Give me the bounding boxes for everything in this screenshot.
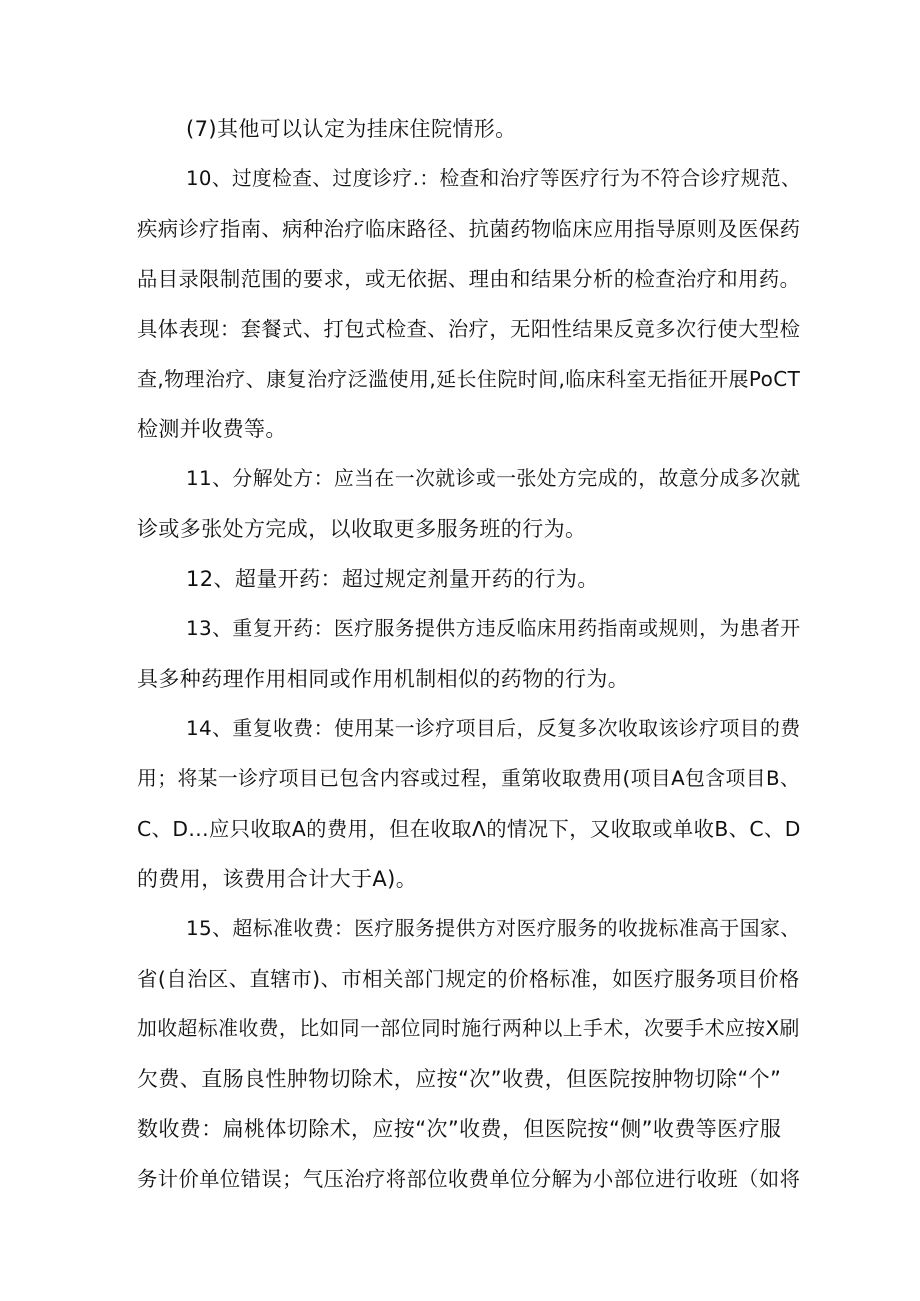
text-line: 具体表现：套餐式、打包式检查、治疗，无阳性结果反竟多次行使大型检 <box>137 317 801 341</box>
text-line: C、D...应只收取A的费用，但在收取Λ的情况下，又收取或单收B、C、D <box>137 817 801 841</box>
text-line: 品目录限制范围的要求，或无依据、理由和结果分析的检查治疗和用药。 <box>137 267 801 291</box>
text-line: 具多种药理作用相同或作用机制相似的药物的行为。 <box>137 667 630 691</box>
text-line: 检测并收费等。 <box>137 417 287 441</box>
text-line: 14、重复收费：使用某一诊疗项目后，反复多次收取该诊疗项目的费 <box>186 717 801 740</box>
text-line: 10、过度检查、过度诊疗.：检查和治疗等医疗行为不符合诊疗规范、 <box>186 167 802 190</box>
text-line: 务计价单位错误；气压治疗将部位收费单位分解为小部位进行收班（如将 <box>137 1167 801 1191</box>
text-line: (7)其他可以认定为挂床住院情形。 <box>186 117 517 141</box>
text-line: 的费用，该费用合计大于A)。 <box>137 867 418 891</box>
text-line: 数收费：扁桃体切除术，应按“次”收费，但医院按“侧”收费等医疗服 <box>137 1117 782 1141</box>
text-line: 15、超标准收费：医疗服务提供方对医疗服务的收拢标准高于国家、 <box>186 917 801 940</box>
text-line: 11、分解处方：应当在一次就诊或一张处方完成的，故意分成多次就 <box>186 467 801 490</box>
text-line: 疾病诊疗指南、病种治疗临床路径、抗菌药物临床应用指导原则及医保药 <box>137 217 801 241</box>
text-line: 加收超标准收费，比如同一部位同时施行两种以上手术，次要手术应按X刷 <box>137 1017 800 1040</box>
text-line: 13、重复开药：医疗服务提供方违反临床用药指南或规则，为患者开 <box>186 617 801 640</box>
text-line: 12、超量开药：超过规定剂量开药的行为。 <box>186 567 599 591</box>
text-line: 查,物理治疗、康复治疗泛滥使用,延长住院时间,临床科室无指征开展PoCT <box>137 367 801 391</box>
text-line: 欠费、直肠良性肿物切除术，应按“次”收费，但医院按肿物切除“个” <box>137 1067 782 1091</box>
text-line: 用；将某一诊疗项目已包含内容或过程，重第收取费用(项目A包含项目B、 <box>137 767 801 790</box>
text-line: 诊或多张处方完成，以收取更多服务班的行为。 <box>137 517 587 541</box>
text-line: 省(自治区、直辖市)、市相关部门规定的价格标准，如医疗服务项目价格 <box>137 967 800 991</box>
